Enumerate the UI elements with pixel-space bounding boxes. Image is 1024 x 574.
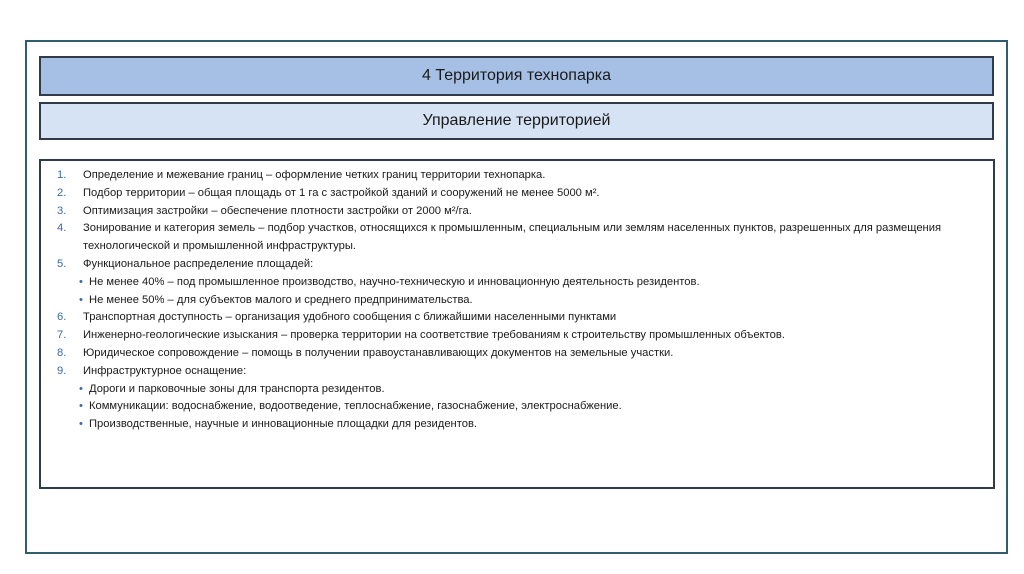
sub-list-text: Не менее 50% – для субъектов малого и среднего предпринимательства.: [89, 293, 473, 306]
slide-subtitle-text: Управление территорией: [422, 112, 611, 129]
sub-list: [57, 274, 973, 310]
list-text: Определение и межевание границ – оформление четких границ территории технопарка.: [83, 169, 546, 181]
list-item: [57, 327, 973, 345]
bullet-icon: •: [79, 418, 83, 431]
list-text: Транспортная доступность – организация удобного сообщения с ближайшими населенными пунктами: [83, 311, 617, 324]
list-number: 2.: [57, 186, 67, 199]
sub-list-text: Коммуникации: водоснабжение, водоотведение, теплоснабжение, газоснабжение, электроснабжение.: [89, 400, 622, 413]
sub-list-text: Дороги и парковочные зоны для транспорта резидентов.: [89, 382, 385, 395]
numbered-list: [57, 167, 973, 274]
list-item: [57, 345, 973, 363]
bullet-icon: •: [79, 293, 83, 306]
list-item: [57, 185, 973, 203]
sub-list-item: [57, 398, 973, 416]
list-item: [57, 363, 973, 381]
list-number: 7.: [57, 329, 67, 342]
sub-list-text: Производственные, научные и инновационные площадки для резидентов.: [89, 418, 477, 431]
slide-title: [39, 56, 994, 96]
list-text: Зонирование и категория земель – подбор участков, относящихся к промышленным, специальным или землям населенных пунктов, разрешенных для размещения технологической и промышленной инфраструктуры.: [83, 222, 942, 253]
list-text: Инженерно-геологические изыскания – проверка территории на соответствие требованиям к строительству промышленных объектов.: [83, 329, 785, 342]
sub-list-item: [57, 381, 973, 399]
sub-list-item: [57, 292, 973, 310]
list-number: 9.: [57, 364, 67, 377]
list-number: 3.: [57, 204, 67, 217]
list-number: 4.: [57, 222, 67, 235]
list-item: [57, 203, 973, 221]
content-box: [39, 159, 995, 489]
bullet-icon: •: [79, 382, 83, 395]
slide-subtitle: [39, 102, 994, 140]
list-text: Функциональное распределение площадей:: [83, 257, 314, 270]
list-item: [57, 167, 973, 185]
list-text: Подбор территории – общая площадь от 1 га с застройкой зданий и сооружений не менее 5000 м².: [83, 186, 600, 199]
list-number: 1.: [57, 169, 67, 181]
sub-list: [57, 381, 973, 434]
list-number: 6.: [57, 311, 67, 324]
list-text: Юридическое сопровождение – помощь в получении правоустанавливающих документов на земельные участки.: [83, 346, 674, 359]
list-number: 8.: [57, 346, 67, 359]
numbered-list: [57, 309, 973, 380]
list-item: [57, 256, 973, 274]
bullet-icon: •: [79, 275, 83, 288]
list-item: [57, 220, 973, 256]
list-item: [57, 309, 973, 327]
list-text: Инфраструктурное оснащение:: [83, 364, 247, 377]
sub-list-item: [57, 274, 973, 292]
sub-list-text: Не менее 40% – под промышленное производство, научно-техническую и инновационную деятельность резидентов.: [89, 275, 700, 288]
list-number: 5.: [57, 257, 67, 270]
list-text: Оптимизация застройки – обеспечение плотности застройки от 2000 м²/га.: [83, 204, 472, 217]
sub-list-item: [57, 416, 973, 434]
slide-title-text: 4 Территория технопарка: [422, 67, 611, 84]
bullet-icon: •: [79, 400, 83, 413]
